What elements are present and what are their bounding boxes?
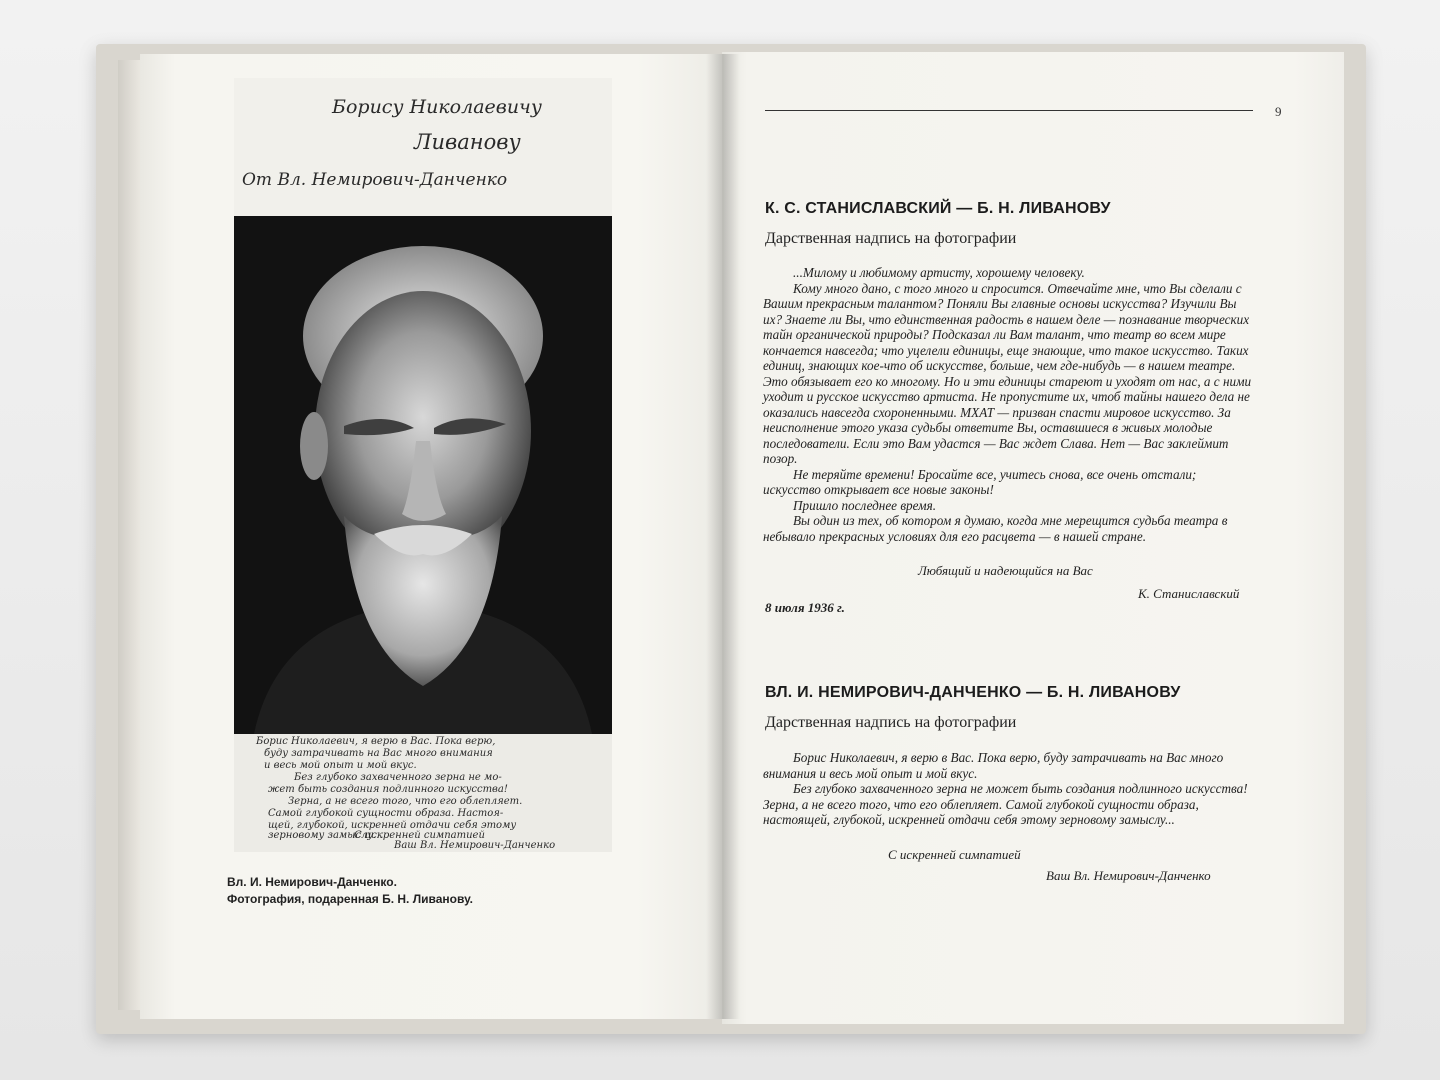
letter-body — [763, 750, 1253, 828]
book-gutter — [706, 54, 740, 1019]
inscription-line: С искренней симпатией — [354, 830, 485, 841]
header-rule — [765, 110, 1253, 111]
paragraph: Пришло последнее время. — [793, 497, 937, 513]
caption-line: Вл. И. Немирович-Данченко. — [227, 875, 397, 889]
letter-signature: К. Станиславский — [1138, 586, 1240, 601]
inscription-line: От Вл. Немирович-Данченко — [242, 170, 508, 190]
inscription-line: Борису Николаевичу — [332, 96, 542, 118]
inscription-line: Зерна, а не всего того, что его облепляет. — [288, 796, 523, 807]
section-subtitle: Дарственная надпись на фотографии — [765, 230, 1017, 247]
letter-date: 8 июля 1936 г. — [765, 600, 845, 615]
paragraph: Кому много дано, с того много и спросится. Отвечайте мне, что Вы сделали с Вашим прекрасным талантом? Поняли Вы главные основы искусства? Изучили Вы их? Знаете ли Вы, что единственная радость в нашем деле — познавание творческих тайн органической природы? Подсказал ли Вам талант, что театр во всем мире кончается навсегда; что уцелели единицы, еще знающие, что такое искусство. Таких единиц, знающих кое-что об искусстве, больше, чем где-нибудь — в нашем театре. Это обязывает его ко многому. Но и эти единицы стареют и уходят от нас, а с ними уходит и русское искусство артиста. Не пропустите их, чтоб тайны нашего дела не оказались навсегда схороненными. МХАТ — призван спасти мировое искусство. За неисполнение этого указа судьбы ответите Вы, оставшиеся в живых молодые последователи. Если это Вам удастся — Вас ждет Слава. Нет — Вас заклеймит позор. — [763, 280, 1252, 466]
section-title: К. С. СТАНИСЛАВСКИЙ — Б. Н. ЛИВАНОВУ — [765, 200, 1111, 217]
letter-body — [763, 265, 1253, 544]
paragraph: Без глубоко захваченного зерна не может быть создания подлинного искусства! Зерна, а не всего того, что его облепляет. Самой глубокой сущности образа, настоящей, глубокой, искренней отдачи себя этому зерновому замыслу... — [763, 781, 1248, 827]
page-number: 9 — [1275, 104, 1282, 119]
paragraph: ...Милому и любимому артисту, хорошему человеку. — [793, 265, 1085, 280]
photo-inscription-top — [234, 78, 612, 216]
paragraph: Борис Николаевич, я верю в Вас. Пока верю, буду затрачивать на Вас много внимания и весь мой опыт и мой вкус. — [763, 750, 1224, 781]
inscription-line: Борис Николаевич, я верю в Вас. Пока верю, — [256, 736, 496, 747]
letter-closing: Любящий и надеющийся на Вас — [918, 563, 1093, 578]
inscription-line: и весь мой опыт и мой вкус. — [264, 760, 417, 771]
paragraph: Не теряйте времени! Бросайте все, учитесь снова, все очень отстали; искусство открывает все новые законы! — [763, 466, 1197, 497]
inscription-line: жет быть создания подлинного искусства! — [268, 784, 508, 795]
letter-closing: С искренней симпатией — [888, 847, 1021, 862]
portrait-photograph — [234, 78, 612, 852]
photo-inscription-bottom — [234, 734, 612, 852]
inscription-line: Без глубоко захваченного зерна не мо- — [294, 772, 502, 783]
inscription-line: Самой глубокой сущности образа. Настоя- — [268, 808, 504, 819]
cover-fold — [118, 60, 142, 1010]
section-subtitle: Дарственная надпись на фотографии — [765, 714, 1017, 731]
inscription-line: Ливанову — [414, 130, 521, 154]
caption-line: Фотография, подаренная Б. Н. Ливанову. — [227, 892, 474, 906]
photo-caption — [227, 874, 527, 908]
portrait-image — [234, 216, 612, 734]
letter-signature: Ваш Вл. Немирович-Данченко — [1046, 868, 1211, 883]
inscription-line: щей, глубокой, искренней отдачи себя этому — [268, 820, 517, 831]
inscription-line: буду затрачивать на Вас много внимания — [264, 748, 493, 759]
paragraph: Вы один из тех, об котором я думаю, когда мне мерещится судьба театра в небывало прекрасных условиях для его расцвета — в нашей стране. — [763, 513, 1228, 544]
inscription-line: зерновому замыслу... — [268, 830, 383, 841]
inscription-line: Ваш Вл. Немирович-Данченко — [394, 840, 556, 851]
section-title: ВЛ. И. НЕМИРОВИЧ-ДАНЧЕНКО — Б. Н. ЛИВАНОВУ — [765, 684, 1181, 701]
